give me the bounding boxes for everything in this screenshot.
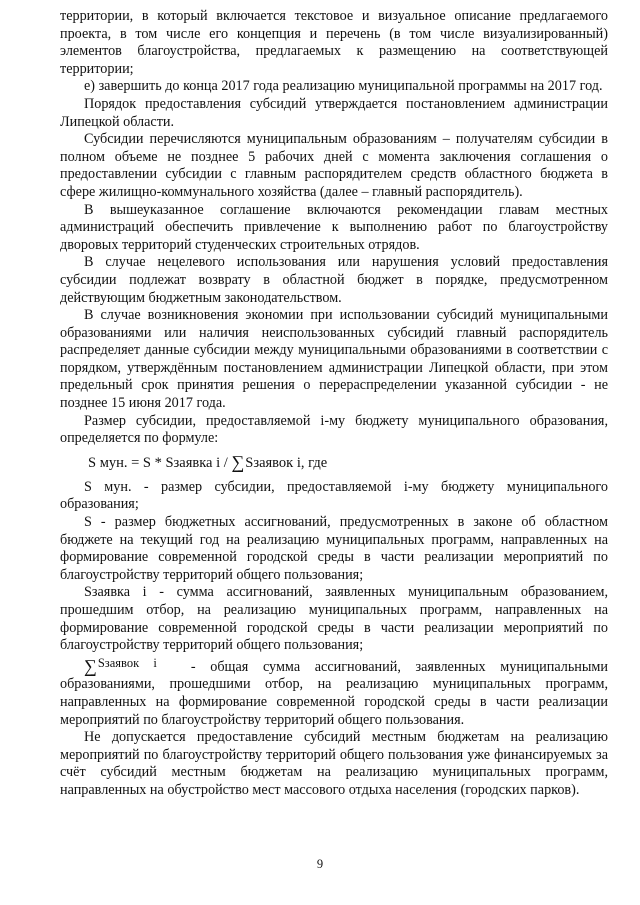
sum-definition-text: - общая сумма ассигнований, заявленных муниципальными образованиями, прошедшими отбор, на реализацию муниципальных программ, направленных на формирование современной городской среды в части реализации мероприятий по благоустройству территорий общего пользования. [60,658,608,728]
body-paragraph: В случае возникновения экономии при использовании субсидий муниципальными образованиями или наличия неиспользованных субсидий главный распорядитель распределяет данные субсидии между муниципальными образованиями в соответствии с порядком, утверждённым постановлением администрации Липецкой области, при этом предельный срок принятия решения о перераспределении указанной субсидии - не позднее 15 июня 2017 года. [60,307,608,412]
sum-symbol: ∑ [84,655,97,676]
sum-definition-paragraph [60,655,608,729]
final-paragraph: Не допускается предоставление субсидий местным бюджетам на реализацию мероприятий по благоустройству территорий общего пользования уже финансируемых за счёт субсидий местным бюджетам на реализацию муниципальных программ, направленных на обустройство мест массового отдыха населения (городских парков). [60,729,608,798]
definition-paragraph: Sзаявка i - сумма ассигнований, заявленных муниципальным образованием, прошедшим отбор, на реализацию муниципальных программ, направленных на формирование современной городской среды в части реализации мероприятий по благоустройству территорий общего пользования; [60,584,608,654]
definition-paragraph: S - размер бюджетных ассигнований, предусмотренных в законе об областном бюджете на текущий год на реализацию муниципальных программ, направленных на формирование современной городской среды в части реализации мероприятий по благоустройству территорий общего пользования; [60,514,608,583]
body-paragraph: Субсидии перечисляются муниципальным образованиям – получателям субсидии в полном объеме не позднее 5 рабочих дней с момента заключения соглашения о предоставлении субсидии с главным распорядителем средств областного бюджета в сфере жилищно-коммунального хозяйства (далее – главный распорядитель). [60,131,608,200]
subsidy-formula [88,452,608,473]
sum-symbol: ∑ [231,451,245,472]
definition-paragraph: S мун. - размер субсидии, предоставляемой i-му бюджету муниципального образования; [60,478,608,513]
body-paragraph: Порядок предоставления субсидий утверждается постановлением администрации Липецкой области. [60,95,608,130]
document-page [60,8,608,800]
body-paragraph: В вышеуказанное соглашение включаются рекомендации главам местных администраций обеспечить привлечение к выполнению работ по благоустройству дворовых территорий студенческих строительных отрядов. [60,201,608,253]
formula-left: S мун. = S * Sзаявка i / [88,454,232,471]
body-paragraph: Размер субсидии, предоставляемой i-му бюджету муниципального образования, определяется по формуле: [60,412,608,447]
formula-right: Sзаявок i, где [245,454,328,471]
page-number: 9 [316,857,324,871]
body-paragraph: В случае нецелевого использования или нарушения условий предоставления субсидии подлежат возврату в областной бюджет в порядке, предусмотренном действующим бюджетным законодательством. [60,254,608,306]
sum-term: Sзаявок i [97,655,157,670]
body-paragraph: е) завершить до конца 2017 года реализацию муниципальной программы на 2017 год. [84,78,603,95]
body-paragraph-continued: территории, в который включается текстовое и визуальное описание предлагаемого проекта, в том числе его концепция и перечень (в том числе визуализированный) элементов благоустройства, предлагаемых к размещению на соответствующей территории; [60,8,608,77]
